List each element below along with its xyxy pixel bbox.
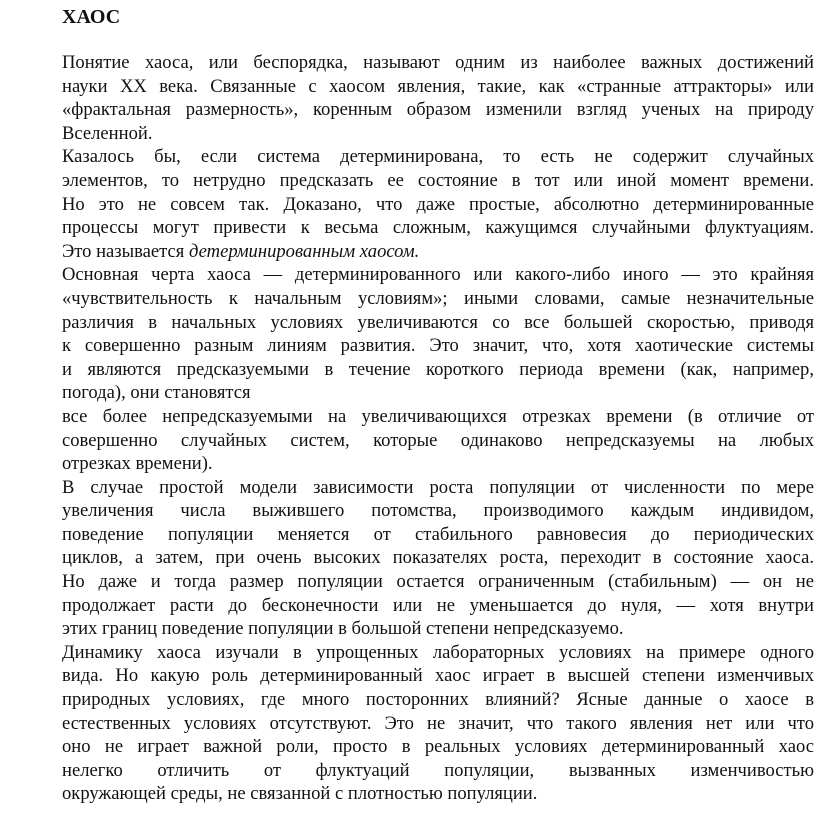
paragraph-1 [62,51,814,145]
paragraph-4 [62,405,814,476]
text-line: вида. Но какую роль детерминированный хаос играет в высшей степени изменчивых [62,665,814,687]
text-line: Понятие хаоса, или беспорядка, называют одним из наиболее важных достижений [62,52,814,73]
text-line: продолжает расти до бесконечности или не уменьшается до нуля, — хотя внутри [62,594,814,616]
text-line: окружающей среды, не связанной с плотностью популяции. [62,783,538,805]
text-line: Основная черта хаоса — детерминированного или какого-либо иного — это крайняя [62,264,814,286]
text-line: погода), они становятся [62,382,251,404]
text-line: этих границ поведение популяции в большой степени непредсказуемо. [62,618,624,640]
text-line: поведение популяции меняется от стабильного равновесия до периодических [62,523,814,545]
paragraph-6 [62,641,814,806]
text-line: Вселенной. [62,122,153,144]
text-line: В случае простой модели зависимости роста популяции от численности по мере [62,476,814,498]
paragraph-3 [62,263,814,405]
text-line: Но это не совсем так. Доказано, что даже простые, абсолютно детерминированные [62,193,814,215]
text-line: процессы могут привести к весьма сложным, кажущимся случайными флуктуациям. [62,217,814,239]
text-line [62,240,814,264]
text-line: нелегко отличить от флуктуаций популяции, вызванных изменчивостью [62,759,814,781]
text-line: естественных условиях отсутствуют. Это не значит, что такого явления нет или что [62,712,814,734]
text-line: и являются предсказуемыми в течение короткого периода времени (как, например, [62,358,814,380]
text-line: элементов, то нетрудно предсказать ее состояние в тот или иной момент времени. [62,169,814,191]
italic-term: детерминированным хаосом. [189,240,420,262]
text-line: совершенно случайных систем, которые одинаково непредсказуемы на любых [62,429,814,451]
text-line: циклов, а затем, при очень высоких показателях роста, переходит в состояние хаоса. [62,547,814,569]
text-line: природных условиях, где много посторонних влияний? Ясные данные о хаосе в [62,689,814,711]
text-line: отрезках времени). [62,453,213,475]
text-line: «фрактальная размерность», коренным образом изменили взгляд ученых на природу [62,99,814,121]
paragraph-2 [62,145,814,263]
document-title: ХАОС [62,6,121,28]
document-page [62,4,814,806]
text-line: к совершенно разным линиям развития. Это значит, что, хотя хаотические системы [62,335,814,357]
text-line: оно не играет важной роли, просто в реальных условиях детерминированный хаос [62,736,814,758]
text-line: науки XX века. Связанные с хаосом явления, такие, как «странные аттракторы» или [62,75,814,97]
text-line: все более непредсказуемыми на увеличивающихся отрезках времени (в отличие от [62,405,814,427]
paragraph-5 [62,476,814,641]
text-line: увеличения числа выжившего потомства, производимого каждым индивидом, [62,500,814,522]
text-line: Но даже и тогда размер популяции остается ограниченным (стабильным) — он не [62,571,814,593]
text-line: Казалось бы, если система детерминирована, то есть не содержит случайных [62,146,814,168]
text-line: «чувствительность к начальным условиям»; иными словами, самые незначительные [62,287,814,309]
text-plain: Это называется [62,240,189,262]
text-line: различия в начальных условиях увеличиваются со все большей скоростью, приводя [62,311,814,333]
text-line: Динамику хаоса изучали в упрощенных лабораторных условиях на примере одного [62,641,814,663]
